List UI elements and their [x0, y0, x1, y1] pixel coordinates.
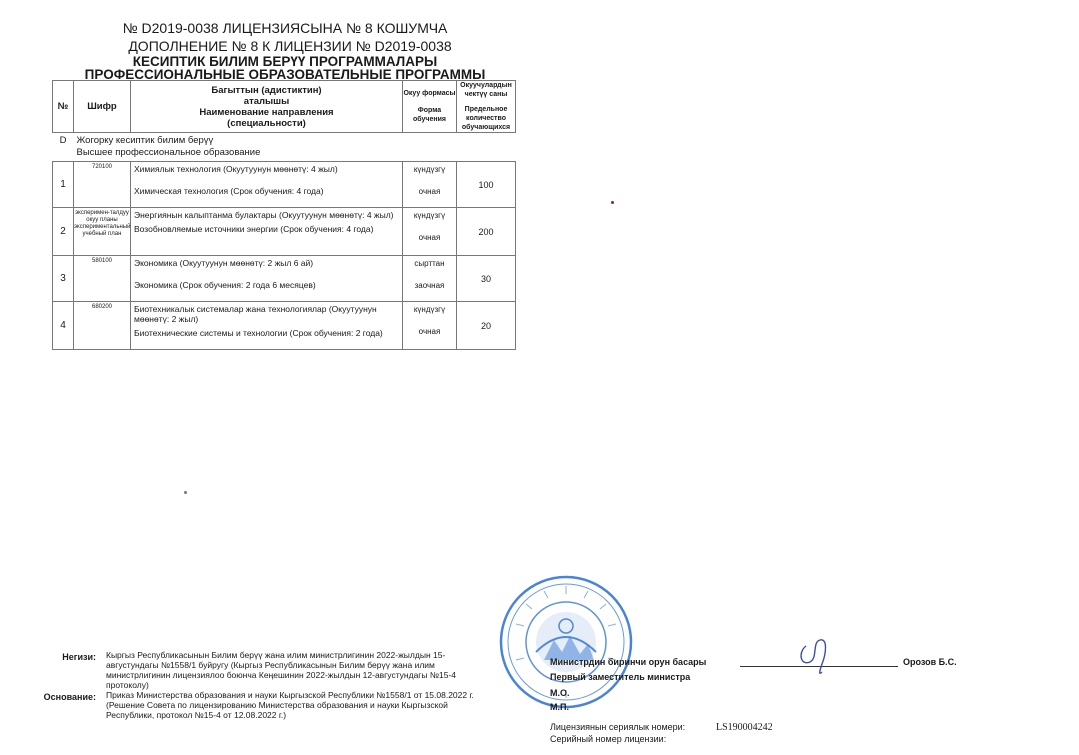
form-header-ru: Форма обучения — [413, 107, 446, 123]
dir-header-ru2: (специальности) — [227, 117, 306, 129]
row-name — [131, 208, 403, 256]
row-num: 3 — [53, 256, 74, 302]
row-name-ky: Биотехникалык системалар жана технологиялар (Окуутуунун мөөнөтү: 2 жыл) — [134, 304, 377, 324]
signer-title-ky: Министрдин биринчи орун басары — [550, 657, 707, 667]
table-row — [53, 302, 516, 350]
signature-icon — [792, 632, 838, 678]
paper-speck — [611, 201, 614, 204]
col-code-header: Шифр — [74, 81, 131, 133]
basis-ru-label: Основание: — [43, 692, 96, 702]
seal-mark-ru: М.П. — [550, 702, 569, 712]
row-code: 720100 — [74, 162, 131, 208]
dir-header-ky1: Багыттын (адистиктин) — [211, 84, 322, 96]
row-num: 1 — [53, 162, 74, 208]
form-header-ky: Окуу формасы — [403, 90, 456, 97]
row-name-ky: Экономика (Окуутуунун мөөнөтү: 2 жыл 6 ай) — [134, 258, 314, 268]
row-count: 20 — [457, 302, 516, 350]
row-count: 30 — [457, 256, 516, 302]
row-name-ru: Биотехнические системы и технологии (Срок обучения: 2 года) — [134, 328, 383, 338]
row-num: 2 — [53, 208, 74, 256]
row-form-ru: заочная — [414, 281, 445, 290]
row-code: 580100 — [74, 256, 131, 302]
dir-header-ru1: Наименование направления — [199, 106, 334, 118]
row-name — [131, 302, 403, 350]
basis-ru-text: Приказ Министерства образования и науки Кыргызской Республики №1558/1 от 15.08.2022 г. (Решение Совета по лицензированию Министерства образования и науки Кыргызской Республики, протокол №15-4 от 12.08.2022 г.) — [106, 690, 474, 720]
row-name-ky: Энергиянын калыптанма булактары (Окуутуунун мөөнөтү: 4 жыл) — [134, 210, 394, 220]
serial-label-ru: Серийный номер лицензии: — [550, 734, 667, 744]
basis-ky-text: Кыргыз Республикасынын Билим берүү жана илим министрлигинин 2022-жылдын 15-августундагы №1558/1 буйругу (Кыргыз Республикасынын Билим берүү жана илим министрлигинин лицензиялоо боюнча Кеңешинин 2022-жылдын 12-августундагы №15-4 протоколу) — [106, 650, 457, 690]
section-letter: D — [59, 135, 67, 146]
section-row — [53, 133, 516, 162]
serial-label-ky: Лицензиянын сериялык номери: — [550, 722, 686, 732]
col-direction-header — [131, 81, 403, 133]
dir-header-ky2: аталышы — [243, 95, 290, 107]
count-header-ky: Окуучулардын чектүү саны — [460, 82, 512, 98]
row-form-ru: очная — [418, 327, 441, 336]
row-name-ky: Химиялык технология (Окуутуунун мөөнөтү: 4 жыл) — [134, 164, 338, 174]
row-code: эксперимен-талдуу окуу планы экспериментальный учебный план — [74, 208, 131, 256]
table-header-row — [53, 81, 516, 133]
row-form — [403, 208, 457, 256]
row-num: 4 — [53, 302, 74, 350]
row-name — [131, 256, 403, 302]
signer-name: Орозов Б.С. — [903, 657, 957, 667]
row-code: 680200 — [74, 302, 131, 350]
row-name-ru: Химическая технология (Срок обучения: 4 года) — [134, 186, 324, 196]
section-title-ru: Высшее профессиональное образование — [76, 147, 261, 158]
table-row — [53, 256, 516, 302]
row-form — [403, 256, 457, 302]
header-title-ru: ПРОФЕССИОНАЛЬНЫЕ ОБРАЗОВАТЕЛЬНЫЕ ПРОГРАММЫ — [84, 67, 486, 82]
count-header-ru: Предельное количество обучающихся — [461, 106, 511, 131]
row-form-ky: сырттан — [414, 259, 445, 268]
section-title — [74, 133, 516, 162]
row-form-ky: күндүзгү — [413, 305, 446, 314]
serial-number: LS190004242 — [716, 722, 773, 733]
row-form-ky: күндүзгү — [413, 165, 446, 174]
table-row — [53, 208, 516, 256]
row-name-ru: Экономика (Срок обучения: 2 года 6 месяцев) — [134, 280, 316, 290]
basis-ky-label: Негизи: — [62, 652, 96, 662]
paper-speck — [184, 491, 187, 494]
row-count: 100 — [457, 162, 516, 208]
header-title-ky: КЕСИПТИК БИЛИМ БЕРҮҮ ПРОГРАММАЛАРЫ — [132, 54, 438, 69]
row-form-ky: күндүзгү — [413, 211, 446, 220]
seal-mark-ky: М.О. — [550, 688, 570, 698]
col-count-header — [457, 81, 516, 133]
row-form-ru: очная — [418, 187, 441, 196]
col-form-header — [403, 81, 457, 133]
row-form — [403, 162, 457, 208]
row-form — [403, 302, 457, 350]
section-title-ky: Жогорку кесиптик билим берүү — [76, 135, 214, 146]
row-form-ru: очная — [418, 233, 441, 242]
signer-title-ru: Первый заместитель министра — [550, 672, 691, 682]
row-count: 200 — [457, 208, 516, 256]
row-name — [131, 162, 403, 208]
programs-table — [52, 80, 516, 350]
header-line-ru: ДОПОЛНЕНИЕ № 8 К ЛИЦЕНЗИИ № D2019-0038 — [128, 38, 452, 54]
row-name-ru: Возобновляемые источники энергии (Срок обучения: 4 года) — [134, 224, 374, 234]
table-row — [53, 162, 516, 208]
col-num-header: № — [53, 81, 74, 133]
header-line-ky: № D2019-0038 ЛИЦЕНЗИЯСЫНА № 8 КОШУМЧА — [122, 20, 448, 36]
